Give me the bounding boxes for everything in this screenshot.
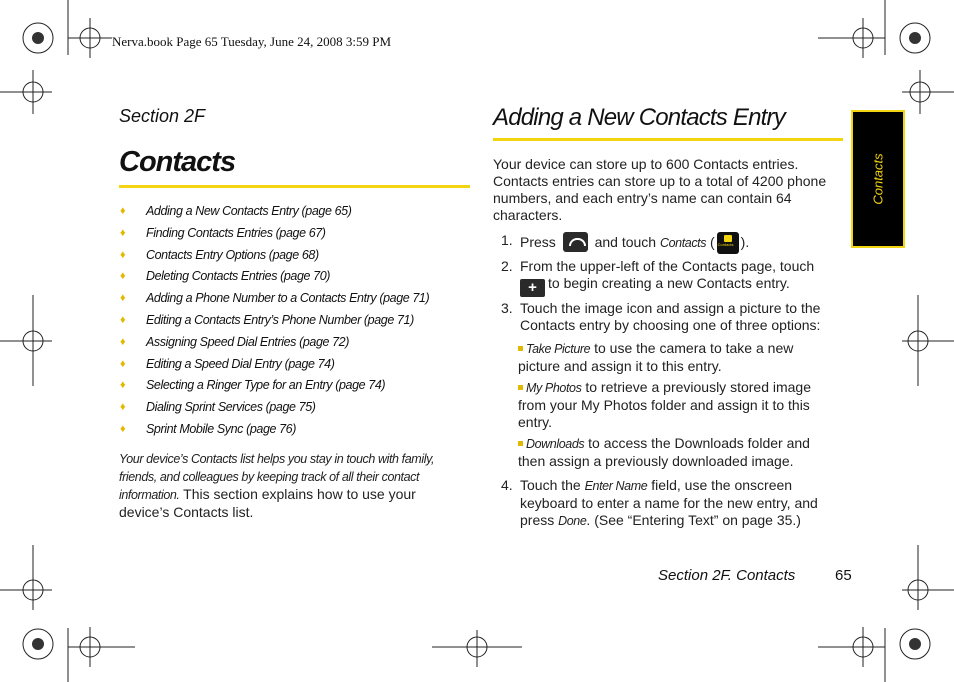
toc-item[interactable]: ♦ Editing a Speed Dial Entry (page 74)	[120, 356, 335, 371]
toc-item[interactable]: ♦ Dialing Sprint Services (page 75)	[120, 400, 316, 415]
diamond-bullet-icon: ♦	[120, 313, 126, 326]
contacts-term: Contacts	[659, 236, 707, 250]
diamond-bullet-icon: ♦	[120, 248, 126, 261]
page-number: 65	[835, 567, 852, 584]
intro-emphasis: Your device’s Contacts list helps you stay in touch with family, friends, and colleagues by keeping track of all their contact information.	[119, 452, 435, 502]
toc-item[interactable]: ♦ Adding a New Contacts Entry (page 65)	[120, 204, 352, 218]
square-bullet-icon	[518, 346, 523, 351]
contacts-app-icon: Contacts	[717, 232, 739, 254]
toc-item[interactable]: ♦ Contacts Entry Options (page 68)	[120, 247, 319, 262]
diamond-bullet-icon: ♦	[120, 205, 126, 217]
add-entry-icon: +	[520, 279, 545, 297]
title-underline	[119, 185, 470, 188]
diamond-bullet-icon: ♦	[120, 335, 126, 348]
diamond-bullet-icon: ♦	[120, 226, 126, 239]
section-intro	[119, 450, 464, 521]
toc-item[interactable]: ♦ Sprint Mobile Sync (page 76)	[120, 421, 296, 436]
subsection-title: Adding a New Contacts Entry	[493, 104, 785, 131]
footer-section: Section 2F. Contacts	[658, 567, 796, 584]
diamond-bullet-icon: ♦	[120, 270, 126, 283]
page-title: Contacts	[119, 146, 236, 178]
diamond-bullet-icon: ♦	[120, 401, 126, 414]
option-downloads: Downloads to access the Downloads folder and then assign a previously downloaded image.	[518, 435, 810, 469]
toc-item[interactable]: ♦ Adding a Phone Number to a Contacts Entry (page 71)	[120, 291, 430, 306]
square-bullet-icon	[518, 385, 523, 390]
option-my-photos: My Photos to retrieve a previously stored image from your My Photos folder and assign it to this entry.	[518, 379, 812, 430]
subsection-underline	[493, 138, 843, 141]
talk-key-icon	[563, 232, 588, 252]
diamond-bullet-icon: ♦	[120, 379, 126, 392]
toc-item[interactable]: ♦ Deleting Contacts Entries (page 70)	[120, 269, 331, 284]
toc-item[interactable]: ♦ Finding Contacts Entries (page 67)	[120, 225, 326, 240]
book-header: Nerva.book Page 65 Tuesday, June 24, 2008 3:59 PM	[112, 34, 392, 49]
subsection-intro: Your device can store up to 600 Contacts entries. Contacts entries can store up to a total of 4200 phone numbers, and each entry’s name can contain 64 characters.	[493, 156, 827, 223]
toc-item[interactable]: ♦ Editing a Contacts Entry’s Phone Number (page 71)	[120, 312, 414, 327]
option-take-picture: Take Picture to use the camera to take a new picture and assign it to this entry.	[518, 340, 794, 374]
intro-rest: This section explains how to use your device’s Contacts list.	[119, 486, 416, 520]
diamond-bullet-icon: ♦	[120, 357, 126, 370]
diamond-bullet-icon: ♦	[120, 292, 126, 305]
square-bullet-icon	[518, 441, 523, 446]
section-label: Section 2F	[119, 106, 206, 126]
toc-item[interactable]: ♦ Assigning Speed Dial Entries (page 72)	[120, 334, 349, 349]
toc-item[interactable]: ♦ Selecting a Ringer Type for an Entry (page 74)	[120, 378, 386, 393]
toc-list	[120, 204, 470, 444]
chapter-side-tab: Contacts	[851, 110, 905, 248]
diamond-bullet-icon: ♦	[120, 422, 126, 435]
